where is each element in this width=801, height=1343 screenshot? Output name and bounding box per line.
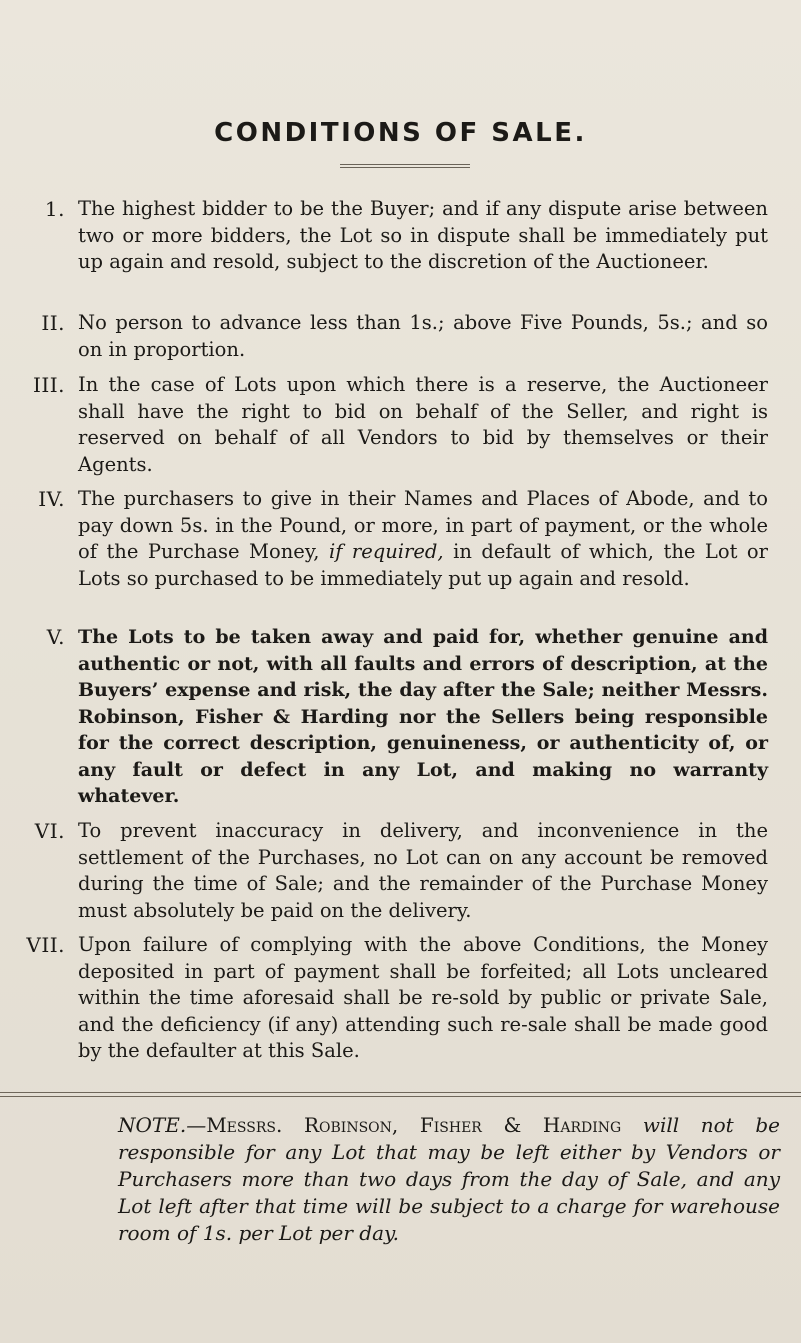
condition-text: Upon failure of complying with the above Conditions, the Money deposited in part of payment shall be forfeited; all Lots uncleared within the time aforesaid shall be re-sold by public or private Sale, and the deficiency (if any) attending such re-sale shall be made good by the defaulter at this Sale. [78,933,768,1062]
page-title: CONDITIONS OF SALE. [214,118,587,148]
section-divider [0,1092,801,1097]
condition-text [78,486,768,592]
condition-number: V. [46,625,65,649]
note-label: NOTE.— [118,1113,207,1137]
footnote [118,1112,780,1247]
condition-text-italic: if required, [328,540,444,563]
condition-text-part: in default of which, the Lot or Lots so purchased to be immediately put up again and resold. [78,540,768,590]
condition-number: III. [32,373,65,397]
title-underline [340,164,470,168]
condition-text-part: The purchasers to give in their Names and Places of Abode, and to pay down 5s. in the Pound, or more, in part of payment, or the whole of the Purchase Money, [78,487,768,563]
condition-text: No person to advance less than 1s.; above Five Pounds, 5s.; and so on in proportion. [78,311,768,361]
condition-text: The Lots to be taken away and paid for, whether genuine and authentic or not, with all faults and errors of description, at the Buyers’ expense and risk, the day after the Sale; neither Messrs. Robinson, Fisher & Harding nor the Sellers being responsible for the correct description, genuineness, or authenticity of, or any fault or defect in any Lot, and making no warranty whatever. [78,626,768,807]
condition-number: VI. [34,819,65,843]
condition-text: To prevent inaccuracy in delivery, and inconvenience in the settlement of the Purchases, no Lot can on any account be removed during the time of Sale; and the remainder of the Purchase Money must absolutely be paid on the delivery. [78,819,768,922]
condition-text: In the case of Lots upon which there is a reserve, the Auctioneer shall have the right to bid on behalf of the Seller, and right is reserved on behalf of all Vendors to bid by themselves or their Agents. [78,373,768,476]
condition-number: II. [41,311,65,335]
condition-number: VII. [26,933,65,957]
condition-number: 1. [44,197,65,221]
note-text: will not be responsible for any Lot that may be left either by Vendors or Purchasers more than two days from the day of Sale, and any Lot left after that time will be subject to a charge for warehouse room of 1s. per Lot per day. [118,1113,780,1245]
note-names: Messrs. Robinson, Fisher & Harding [206,1113,622,1137]
condition-number: IV. [38,487,65,511]
condition-text: The highest bidder to be the Buyer; and if any dispute arise between two or more bidders, the Lot so in dispute shall be immediately put up again and resold, subject to the discretion of the Auctioneer. [78,197,768,273]
